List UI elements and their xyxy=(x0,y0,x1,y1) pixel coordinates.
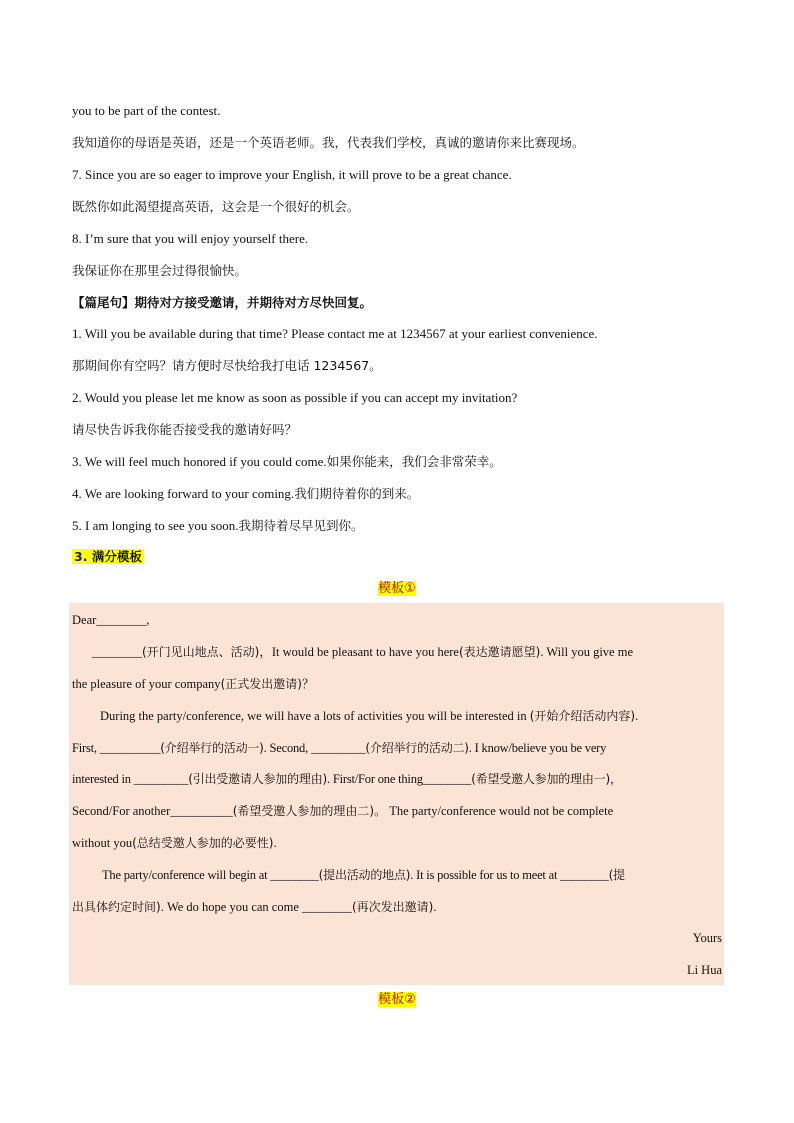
text-line: 8. I’m sure that you will enjoy yourself there. xyxy=(72,231,309,246)
text-en: 4. We are looking forward to your coming. xyxy=(72,486,295,501)
text-zh: 如果你能来，我们会非常荣幸。 xyxy=(326,454,502,469)
letter-closing: Yours xyxy=(692,931,722,945)
text-line: 我知道你的母语是英语，还是一个英语老师。我，代表我们学校，真诚的邀请你来比赛现场。 xyxy=(72,135,585,150)
letter-line: Second/For another__________(希望受邀人参加的理由二)。 The party/conference would not be complete xyxy=(72,804,614,818)
text-line xyxy=(72,518,363,534)
template-1-heading: 模板① xyxy=(378,581,416,596)
section-number: 3. xyxy=(74,549,88,564)
letter-line: ________(开门见山地点、活动)，It would be pleasant to have you here(表达邀请愿望). Will you give me xyxy=(92,645,634,659)
text-line: 请尽快告诉我你能否接受我的邀请好吗？ xyxy=(72,422,298,437)
text-line xyxy=(72,486,419,502)
letter-line: without you(总结受邀人参加的必要性). xyxy=(72,836,277,850)
text-line: 1. Will you be available during that time? Please contact me at 1234567 at your earliest convenience. xyxy=(72,326,598,341)
text-line xyxy=(72,454,502,470)
text-line: 2. Would you please let me know as soon as possible if you can accept my invitation? xyxy=(72,390,518,405)
template-2-heading: 模板② xyxy=(378,992,416,1007)
text-zh: 我期待着尽早见到你。 xyxy=(238,518,364,533)
letter-line: During the party/conference, we will have a lots of activities you will be interested in (开始介绍活动内容). xyxy=(100,709,639,723)
letter-signature: Li Hua xyxy=(686,963,722,977)
letter-line: The party/conference will begin at ________(提出活动的地点). It is possible for us to meet at ________(提 xyxy=(102,868,625,882)
text-en: 3. We will feel much honored if you could come. xyxy=(72,454,327,469)
section-heading: 【篇尾句】期待对方接受邀请，并期待对方尽快回复。 xyxy=(72,295,373,310)
section-3-heading xyxy=(72,549,144,565)
letter-line: interested in _________(引出受邀请人参加的理由). First/For one thing________(希望受邀人参加的理由一)， xyxy=(72,772,622,786)
text-line: 那期间你有空吗？请方便时尽快给我打电话 1234567。 xyxy=(72,358,382,373)
text-line: 7. Since you are so eager to improve your English, it will prove to be a great chance. xyxy=(72,167,512,182)
letter-line: First, __________(介绍举行的活动一). Second, _________(介绍举行的活动二). I know/believe you be very xyxy=(72,741,607,755)
letter-salutation: Dear________, xyxy=(72,613,150,627)
letter-line: the pleasure of your company(正式发出邀请)？ xyxy=(72,677,314,691)
text-line: 既然你如此渴望提高英语，这会是一个很好的机会。 xyxy=(72,199,360,214)
text-line: you to be part of the contest. xyxy=(72,103,221,118)
text-en: 5. I am longing to see you soon. xyxy=(72,518,239,533)
letter-line: 出具体约定时间). We do hope you can come ________(再次发出邀请). xyxy=(72,900,437,914)
text-line: 我保证你在那里会过得很愉快。 xyxy=(72,263,248,278)
text-zh: 我们期待着你的到来。 xyxy=(294,486,420,501)
template-1-panel xyxy=(69,603,724,985)
section-title: 满分模板 xyxy=(91,549,142,564)
